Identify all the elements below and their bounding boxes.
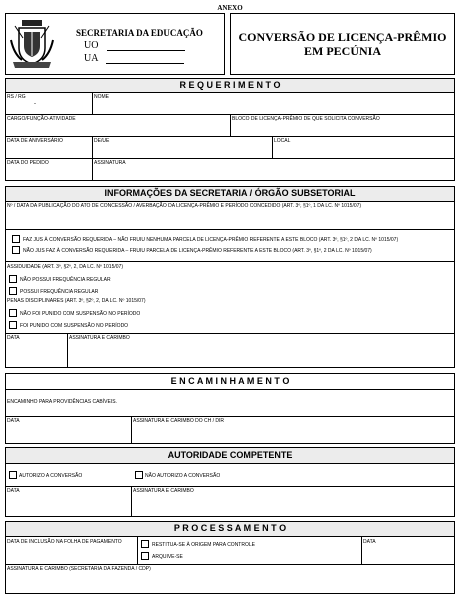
requerimento-title: R E Q U E R I M E N T O — [6, 79, 454, 93]
foi-punido-checkbox[interactable] — [9, 321, 17, 329]
arquive-checkbox[interactable] — [141, 552, 149, 560]
aut-assinatura-field[interactable]: ASSINATURA E CARIMBO — [133, 488, 194, 494]
rs-rg-field[interactable]: RS / RG — [7, 94, 26, 100]
ua-row — [84, 53, 184, 64]
restitua-checkbox[interactable] — [141, 540, 149, 548]
form-title-line1: CONVERSÃO DE LICENÇA-PRÊMIO — [238, 30, 447, 44]
processamento-title: P R O C E S S A M E N T O — [6, 522, 454, 537]
nao-foi-punido-checkbox[interactable] — [9, 309, 17, 317]
proc-data-field[interactable]: DATA — [363, 539, 376, 545]
nao-foi-punido-label: NÃO FOI PUNIDO COM SUSPENSÃO NO PERÍODO — [20, 311, 141, 317]
encaminho-text: ENCAMINHO PARA PROVIDÊNCIAS CABÍVEIS. — [7, 399, 117, 405]
uo-label: UO — [84, 40, 99, 51]
requerimento-section — [5, 78, 455, 181]
info-assinatura-field[interactable]: ASSINATURA E CARIMBO — [69, 335, 130, 341]
ua-field[interactable] — [106, 54, 184, 64]
aut-data-field[interactable]: DATA — [7, 488, 20, 494]
autorizo-label: AUTORIZO A CONVERSÃO — [19, 473, 83, 479]
local-field[interactable]: LOCAL — [274, 138, 291, 144]
penas-label: PENAS DISCIPLINARES (ART. 3º, §2º, 2, DA LC. Nº 1015/07) — [7, 298, 146, 304]
nao-autorizo-checkbox[interactable] — [135, 471, 143, 479]
bloco-field[interactable]: BLOCO DE LICENÇA-PRÊMIO DE QUE SOLICITA CONVERSÃO — [232, 116, 380, 122]
header-left-box — [5, 13, 225, 75]
foi-punido-label: FOI PUNIDO COM SUSPENSÃO NO PERÍODO — [20, 323, 129, 329]
possui-label: POSSUI FREQUÊNCIA REGULAR — [20, 289, 99, 295]
secretaria-label: SECRETARIA DA EDUCAÇÃO — [76, 28, 203, 38]
ua-label: UA — [84, 53, 98, 64]
cargo-field[interactable]: CARGO/FUNÇÃO-ATIVIDADE — [7, 116, 76, 122]
faz-jus-checkbox[interactable] — [12, 235, 20, 243]
coat-of-arms-icon — [9, 18, 55, 72]
enc-data-field[interactable]: DATA — [7, 418, 20, 424]
data-aniversario-field[interactable]: DATA DE ANIVERSÁRIO — [7, 138, 63, 144]
nao-faz-jus-label: NÃO JUS FAZ À CONVERSÃO REQUERIDA – FRUIU PARCELA DE LICENÇA-PRÊMIO REFERENTE A ESTE BLOCO (ART. 3º, §1º, 2 DA LC. Nº 1015/07) — [23, 248, 372, 254]
informacoes-section — [5, 186, 455, 368]
faz-jus-label: FAZ JUS À CONVERSÃO REQUERIDA – NÃO FRUIU NENHUMA PARCELA DE LICENÇA-PRÊMIO REFERENTE A ESTE BLOCO (ART. 3º, §1º, 2 DA LC. Nº 1015/07) — [23, 237, 399, 243]
assiduidade-label: ASSIDUIDADE (ART. 3º, §2º, 2, DA LC. Nº 1015/07) — [7, 264, 123, 270]
autoridade-section — [5, 447, 455, 517]
nao-possui-label: NÃO POSSUI FREQUÊNCIA REGULAR — [20, 277, 111, 283]
possui-checkbox[interactable] — [9, 287, 17, 295]
data-inclusao-field[interactable]: DATA DE INCLUSÃO NA FOLHA DE PAGAMENTO — [7, 539, 122, 545]
nao-possui-checkbox[interactable] — [9, 275, 17, 283]
encaminhamento-title: E N C A M I N H A M E N T O — [6, 374, 454, 390]
nao-faz-jus-checkbox[interactable] — [12, 246, 20, 254]
uo-row — [84, 40, 185, 51]
processamento-section — [5, 521, 455, 594]
anexo-label: ANEXO — [217, 4, 243, 12]
restitua-label: RESTITUA-SE À ORIGEM PARA CONTROLE — [152, 542, 255, 548]
uo-field[interactable] — [107, 41, 185, 51]
header-title-box — [230, 13, 455, 75]
assinatura-field[interactable]: ASSINATURA — [94, 160, 126, 166]
informacoes-title: INFORMAÇÕES DA SECRETARIA / ÓRGÃO SUBSETORIAL — [6, 187, 454, 202]
nao-autorizo-label: NÃO AUTORIZO A CONVERSÃO — [145, 473, 221, 479]
autoridade-title: AUTORIDADE COMPETENTE — [6, 448, 454, 464]
info-data-field[interactable]: DATA — [7, 335, 20, 341]
autorizo-checkbox[interactable] — [9, 471, 17, 479]
nome-field[interactable]: NOME — [94, 94, 109, 100]
data-pedido-field[interactable]: DATA DO PEDIDO — [7, 160, 49, 166]
rs-dash: - — [34, 101, 36, 107]
publicacao-label: Nº / DATA DA PUBLICAÇÃO DO ATO DE CONCESSÃO / AVERBAÇÃO DA LICENÇA-PRÊMIO E PERÍODO CONCEDIDO (ART. 3º, §1º, 1 DA LC. Nº 1015/07) — [7, 203, 362, 209]
form-title-line2: EM PECÚNIA — [304, 44, 381, 58]
de-ue-field[interactable]: DE/UE — [94, 138, 110, 144]
encaminhamento-section — [5, 373, 455, 444]
enc-assinatura-field[interactable]: ASSINATURA E CARIMBO DO CH / DIR — [133, 418, 225, 424]
proc-assinatura-field[interactable]: ASSINATURA E CARIMBO (SECRETARIA DA FAZENDA / CDP) — [7, 566, 151, 572]
arquive-label: ARQUIVE-SE — [152, 554, 183, 560]
